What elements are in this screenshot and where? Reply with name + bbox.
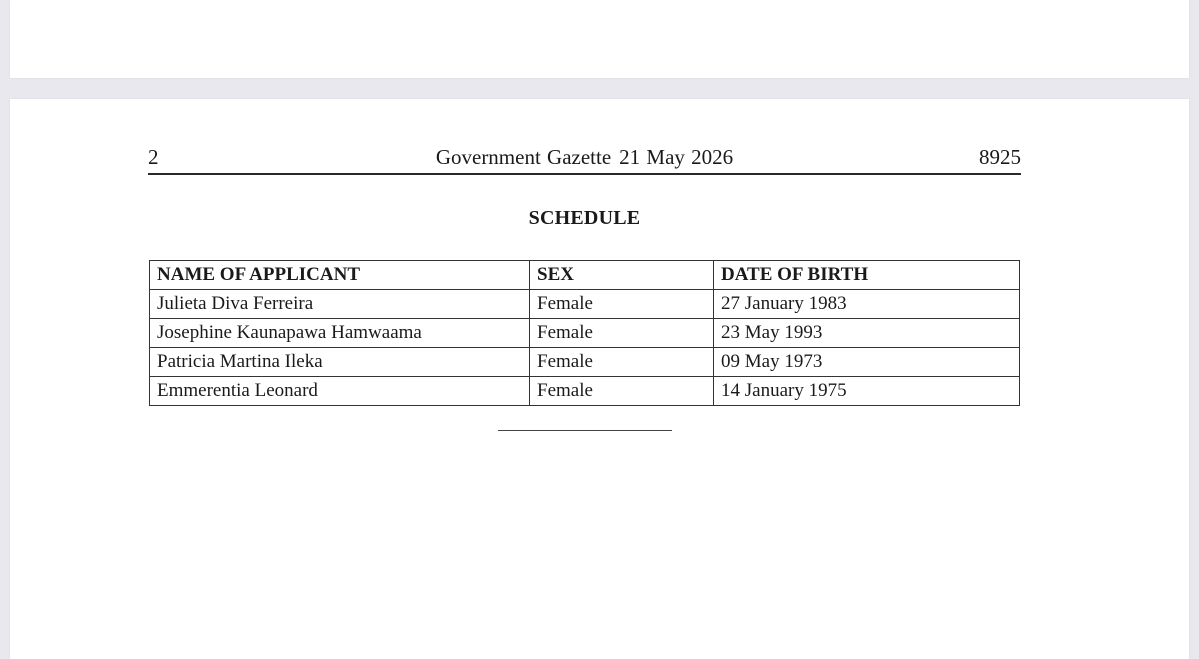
publication-date: 21 May 2026: [619, 145, 734, 169]
table-row: [150, 319, 1020, 348]
applicant-name: Julieta Diva Ferreira: [150, 290, 530, 319]
applicant-dob: 09 May 1973: [714, 348, 1020, 377]
previous-page: [10, 0, 1189, 78]
table-row: [150, 377, 1020, 406]
column-header-name: NAME OF APPLICANT: [150, 261, 530, 290]
table-row: [150, 290, 1020, 319]
applicant-name: Patricia Martina Ileka: [150, 348, 530, 377]
schedule-title: SCHEDULE: [528, 207, 641, 229]
applicant-dob: 14 January 1975: [714, 377, 1020, 406]
gazette-title: [148, 145, 1021, 170]
end-of-schedule-rule: [498, 430, 672, 431]
gazette-page: [10, 99, 1189, 659]
applicant-sex: Female: [530, 290, 714, 319]
table-header-row: [150, 261, 1020, 290]
applicant-name: Emmerentia Leonard: [150, 377, 530, 406]
applicant-sex: Female: [530, 319, 714, 348]
applicant-dob: 23 May 1993: [714, 319, 1020, 348]
publication-name: Government Gazette: [435, 145, 612, 169]
schedule-table: [149, 260, 1020, 406]
applicant-name: Josephine Kaunapawa Hamwaama: [150, 319, 530, 348]
page-header: [148, 145, 1021, 175]
column-header-sex: SEX: [530, 261, 714, 290]
column-header-dob: DATE OF BIRTH: [714, 261, 1020, 290]
issue-number: 8925: [979, 145, 1021, 169]
applicant-sex: Female: [530, 377, 714, 406]
applicant-dob: 27 January 1983: [714, 290, 1020, 319]
page-number: 2: [148, 145, 159, 169]
applicant-sex: Female: [530, 348, 714, 377]
table-row: [150, 348, 1020, 377]
